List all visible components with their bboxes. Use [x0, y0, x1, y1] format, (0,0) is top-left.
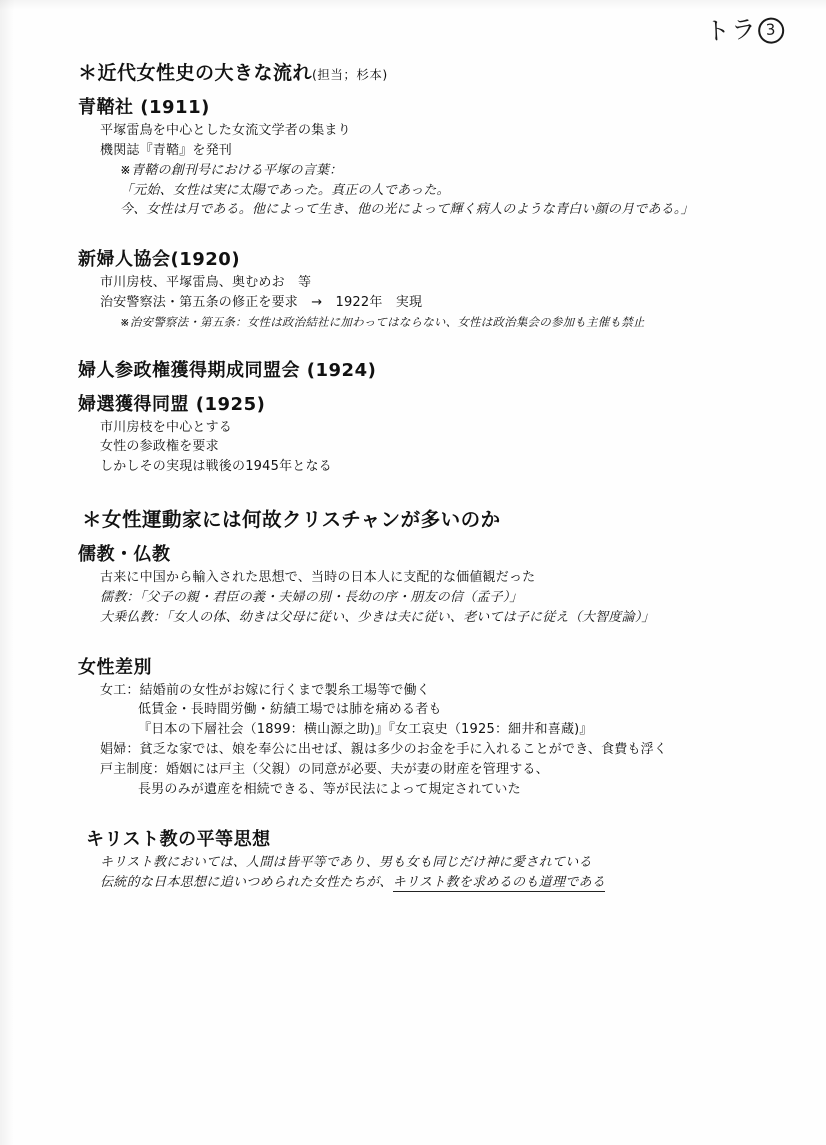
document-body [78, 58, 778, 893]
subheading-christian-equality: キリスト教の平等思想 [86, 828, 271, 850]
body-line: 低賃金・長時間労働・紡績工場では肺を痛める者も [138, 702, 442, 718]
body-line-underlined [100, 874, 778, 893]
body-line: 「元始、女性は実に太陽であった。真正の人であった。 [120, 182, 450, 198]
body-line: 治安警察法・第五条の修正を要求 → 1922年 実現 [100, 295, 423, 311]
body-line: 今、女性は月である。他によって生き、他の光によって輝く病人のような青白い顔の月である。」 [120, 202, 694, 218]
handwritten-corner-note [704, 8, 785, 48]
subheading-confucianism-buddhism: 儒教・仏教 [78, 544, 171, 566]
section-heading-subtext: (担当；杉本) [312, 67, 388, 82]
section-heading [82, 504, 778, 532]
corner-note-circled-number: 3 [758, 17, 785, 44]
scan-edge-shadow-left [0, 0, 14, 1145]
section-heading [78, 58, 778, 85]
body-line: 戸主制度：婚姻には戸主（父親）の同意が必要、夫が妻の財産を管理する、 [100, 762, 549, 778]
body-line: 儒教：「父子の親・君臣の義・夫婦の別・長幼の序・朋友の信（孟子）」 [100, 589, 523, 605]
scan-edge-shadow-top [0, 0, 826, 10]
body-line: 女工：結婚前の女性がお嫁に行くまで製糸工場等で働く [100, 682, 431, 698]
corner-note-text: トラ [704, 14, 758, 47]
spacer [78, 221, 778, 237]
subheading-fusen-kakutoku-domei: 婦選獲得同盟 (1925) [78, 393, 266, 415]
subheading-gender-discrimination: 女性差別 [78, 656, 152, 678]
subheading-seitosha: 青鞜社 (1911) [78, 97, 210, 118]
body-line: 大乗仏教：「女人の体、幼きは父母に従い、少きは夫に従い、老いては子に従え（大智度論）」 [100, 609, 655, 625]
body-line: 長男のみが遺産を相続できる、等が民法によって規定されていた [138, 781, 521, 797]
section-modern-womens-history [78, 58, 778, 477]
spacer [78, 478, 778, 504]
body-line: 『日本の下層社会（1899：横山源之助)』『女工哀史（1925：細井和喜蔵)』 [138, 722, 593, 738]
body-line: 機関誌『青鞜』を発刊 [100, 142, 233, 158]
body-line: ※青鞜の創刊号における平塚の言葉： [120, 162, 343, 178]
body-line: 古来に中国から輸入された思想で、当時の日本人に支配的な価値観だった [100, 570, 536, 586]
subheading-shinfujin-kyokai: 新婦人協会(1920) [78, 249, 241, 271]
body-line: キリスト教においては、人間は皆平等であり、男も女も同じだけ神に愛されている [100, 854, 592, 870]
subheading-fujin-sanseiken: 婦人参政権獲得期成同盟会 (1924) [78, 359, 377, 381]
body-line: しかしその実現は戦後の1945年となる [100, 459, 332, 475]
body-line: 娼婦：貧乏な家では、娘を奉公に出せば、親は多少のお金を手に入れることができ、食費も浮く [100, 742, 668, 758]
body-line: 市川房枝を中心とする [100, 419, 233, 435]
spacer [78, 801, 778, 817]
body-line: 女性の参政権を要求 [100, 439, 219, 455]
underline-emphasis: キリスト教を求めるのも道理である [392, 874, 606, 890]
spacer [78, 629, 778, 645]
section-why-christian [78, 504, 778, 892]
body-line: 市川房枝、平塚雷鳥、奥むめお 等 [100, 275, 312, 291]
body-line: 平塚雷鳥を中心とした女流文学者の集まり [100, 123, 351, 138]
section-heading-text: ＊近代女性史の大きな流れ [78, 62, 313, 84]
body-line: ※治安警察法・第五条：女性は政治結社に加わってはならない、女性は政治集会の参加も主催も禁止 [120, 314, 645, 329]
section-heading-text: ＊女性運動家には何故クリスチャンが多いのか [82, 508, 501, 532]
body-line-text: 伝統的な日本思想に追いつめられた女性たちが、キリスト教を求めるのも道理である [100, 874, 606, 890]
spacer [78, 332, 778, 348]
